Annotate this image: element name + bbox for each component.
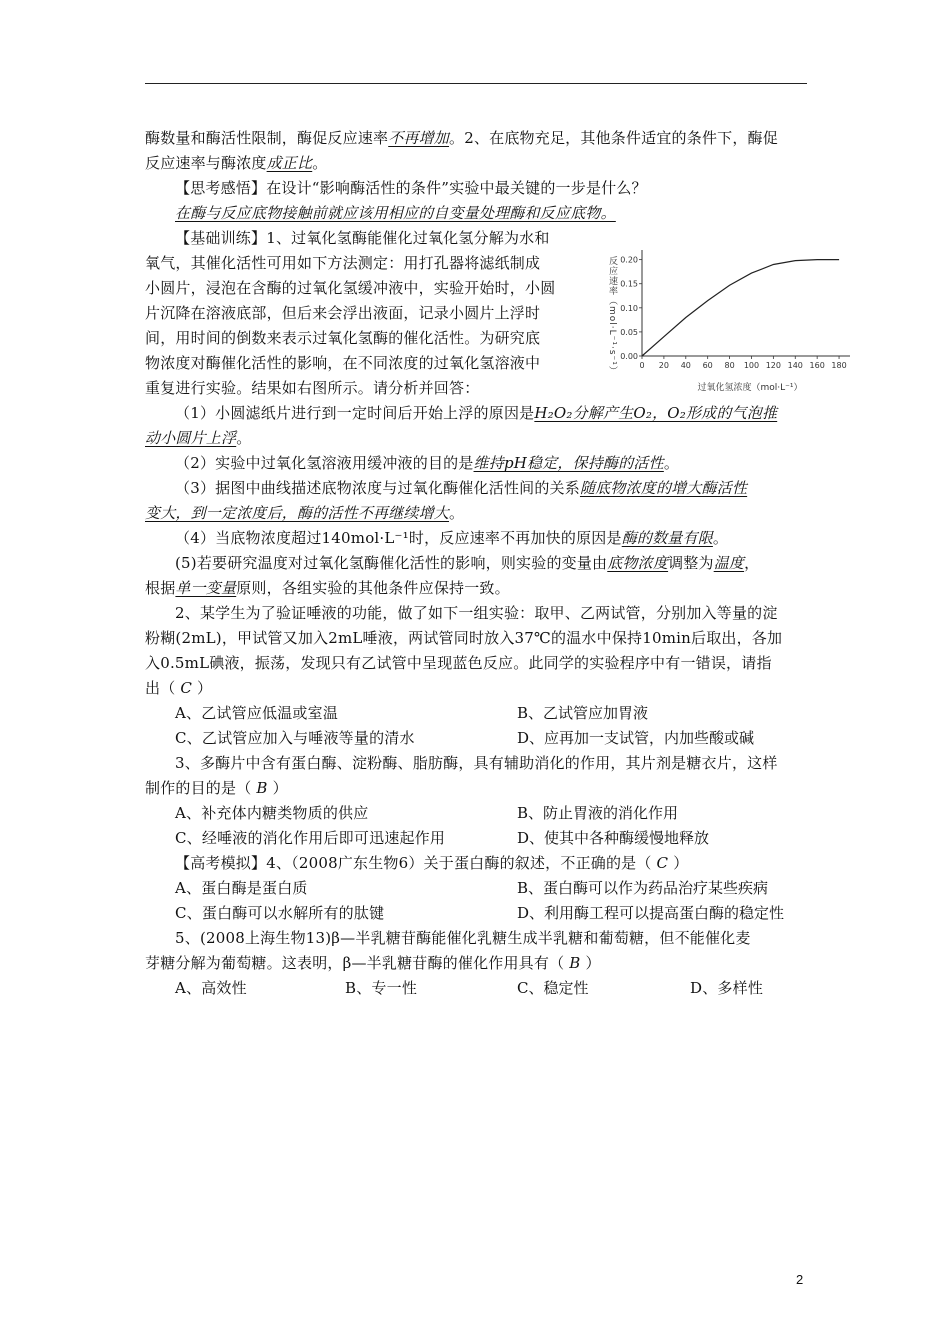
- option-d: D、多样性: [690, 979, 764, 997]
- x-tick-label: 100: [743, 361, 760, 370]
- option-d: D、应再加一支试管，内加些酸或碱: [517, 729, 755, 747]
- option-b: B、防止胃液的消化作用: [517, 804, 679, 822]
- question3-line: 3、多酶片中含有蛋白酶、淀粉酶、脂肪酶，具有辅助消化的作用，其片剂是糖衣片，这样: [175, 754, 778, 772]
- option-a: A、乙试管应低温或室温: [175, 704, 339, 722]
- answer-blank: 动小圆片上浮: [145, 429, 237, 447]
- q4-line: （4）当底物浓度超过140mol·L⁻¹时，反应速率不再加快的原因是酶的数量有限。: [175, 529, 729, 547]
- answer-blank: 不再增加: [388, 129, 450, 147]
- option-a: A、蛋白酶是蛋白质: [175, 879, 308, 897]
- question5-line: 芽糖分解为葡萄糖。这表明，β—半乳糖苷酶的催化作用具有（ B ）: [145, 954, 601, 972]
- answer-blank: 单一变量: [175, 579, 237, 597]
- basic-line: 【基础训练】1、过氧化氢酶能催化过氧化氢分解为水和: [175, 229, 550, 247]
- x-tick-label: 160: [809, 361, 825, 370]
- question2-line: 出（ C ）: [145, 679, 213, 697]
- basic-line: 片沉降在溶液底部，但后来会浮出液面，记录小圆片上浮时: [145, 304, 541, 322]
- answer-blank: H₂O₂分解产生O₂，O₂形成的气泡推: [534, 404, 778, 422]
- option-b: B、乙试管应加胃液: [517, 704, 649, 722]
- answer-blank: 温度: [713, 554, 745, 572]
- x-tick-label: 120: [765, 361, 782, 370]
- option-c: C、稳定性: [517, 979, 589, 997]
- chart-axes: [642, 250, 850, 356]
- option-c: C、蛋白酶可以水解所有的肽键: [175, 904, 385, 922]
- q3-line1: （3）据图中曲线描述底物浓度与过氧化酶催化活性间的关系随底物浓度的增大酶活性: [175, 479, 748, 497]
- header-rule: [145, 83, 807, 84]
- y-tick-label: 0.05: [620, 327, 638, 337]
- x-tick-label: 40: [680, 361, 691, 370]
- x-tick-label: 80: [724, 361, 735, 370]
- y-tick-label: 0.15: [620, 279, 638, 289]
- question2-line: 粉糊(2mL)，甲试管又加入2mL唾液，两试管同时放入37℃的温水中保持10min后取出，各加: [145, 629, 783, 647]
- option-c: C、经唾液的消化作用后即可迅速起作用: [175, 829, 446, 847]
- question5-line: 5、(2008上海生物13)β—半乳糖苷酶能催化乳糖生成半乳糖和葡萄糖，但不能催化麦: [175, 929, 751, 947]
- q1-line1: （1）小圆滤纸片进行到一定时间后开始上浮的原因是H₂O₂分解产生O₂，O₂形成的气泡推: [175, 404, 778, 422]
- think-answer: 在酶与反应底物接触前就应该用相应的自变量处理酶和反应底物。: [175, 204, 616, 222]
- x-tick-label: 0: [639, 361, 645, 370]
- basic-line: 间，用时间的倒数来表示过氧化氢酶的催化活性。为研究底: [145, 329, 541, 347]
- y-tick-label: 0.20: [620, 255, 638, 265]
- question2-line: 2、某学生为了验证唾液的功能，做了如下一组实验：取甲、乙两试管，分别加入等量的淀: [175, 604, 778, 622]
- x-tick-label: 60: [702, 361, 713, 370]
- answer-choice: B: [569, 954, 581, 972]
- answer-choice: C: [180, 679, 193, 697]
- chart-y-ticks: [620, 256, 642, 361]
- chart-series-line: [642, 260, 839, 356]
- answer-blank: 随底物浓度的增大酶活性: [579, 479, 748, 497]
- basic-line: 氧气，其催化活性可用如下方法测定：用打孔器将滤纸制成: [145, 254, 541, 272]
- q2-line: （2）实验中过氧化氢溶液用缓冲液的目的是维持pH稳定，保持酶的活性。: [175, 454, 680, 472]
- x-tick-label: 180: [831, 361, 847, 370]
- think-question: 【思考感悟】在设计“影响酶活性的条件”实验中最关键的一步是什么？: [175, 179, 647, 197]
- basic-line: 重复进行实验。结果如右图所示。请分析并回答：: [145, 379, 480, 397]
- chart-x-ticks: [639, 356, 846, 370]
- option-a: A、高效性: [175, 979, 247, 997]
- basic-line: 物浓度对酶催化活性的影响，在不同浓度的过氧化氢溶液中: [145, 354, 541, 372]
- rate-vs-concentration-chart: [600, 244, 860, 392]
- para1-line1: 酶数量和酶活性限制，酶促反应速率不再增加。2、在底物充足，其他条件适宜的条件下，酶促: [145, 129, 778, 147]
- answer-choice: C: [656, 854, 669, 872]
- option-a: A、补充体内糖类物质的供应: [175, 804, 369, 822]
- answer-blank: 维持pH稳定，保持酶的活性: [473, 454, 664, 472]
- question3-line: 制作的目的是（ B ）: [145, 779, 288, 797]
- chart-xlabel: 过氧化氢浓度（mol·L⁻¹）: [697, 383, 803, 392]
- think-answer-line: [175, 201, 616, 226]
- y-tick-label: 0.00: [620, 352, 638, 361]
- answer-blank: 底物浓度: [607, 554, 669, 572]
- q5-line2: 根据单一变量原则，各组实验的其他条件应保持一致。: [145, 579, 510, 597]
- x-tick-label: 20: [658, 361, 669, 370]
- answer-blank: 酶的数量有限: [621, 529, 713, 547]
- option-d: D、使其中各种酶缓慢地释放: [517, 829, 710, 847]
- option-b: B、专一性: [345, 979, 418, 997]
- page-number: 2: [796, 1272, 804, 1287]
- chart-ylabel: 反应速率（mol·L⁻¹·s⁻¹）: [607, 256, 617, 376]
- q1-line2: 动小圆片上浮。: [145, 429, 252, 447]
- basic-line: 小圆片，浸泡在含酶的过氧化氢缓冲液中，实验开始时，小圆: [145, 279, 556, 297]
- option-d: D、利用酶工程可以提高蛋白酶的稳定性: [517, 904, 785, 922]
- option-b: B、蛋白酶可以作为药品治疗某些疾病: [517, 879, 769, 897]
- y-tick-label: 0.10: [620, 303, 638, 313]
- answer-blank: 成正比: [266, 154, 313, 172]
- answer-choice: B: [256, 779, 268, 797]
- q3-line2: 变大，到一定浓度后，酶的活性不再继续增大。: [145, 504, 465, 522]
- answer-blank: 变大，到一定浓度后，酶的活性不再继续增大: [145, 504, 450, 522]
- question4-line: 【高考模拟】4、（2008广东生物6）关于蛋白酶的叙述，不正确的是（ C ）: [175, 854, 689, 872]
- x-tick-label: 140: [787, 361, 803, 370]
- para1-line2: 反应速率与酶浓度成正比。: [145, 154, 328, 172]
- option-c: C、乙试管应加入与唾液等量的清水: [175, 729, 415, 747]
- question2-line: 入0.5mL碘液，振荡，发现只有乙试管中呈现蓝色反应。此同学的实验程序中有一错误，请指: [145, 654, 772, 672]
- q5-line1: (5)若要研究温度对过氧化氢酶催化活性的影响，则实验的变量由底物浓度调整为温度，: [175, 554, 760, 572]
